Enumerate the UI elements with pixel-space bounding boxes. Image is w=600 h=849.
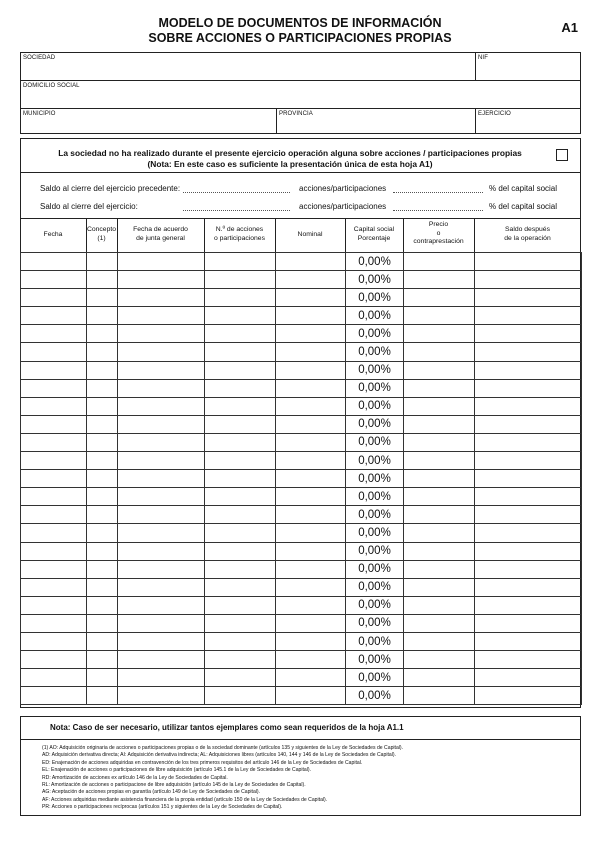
capital-percent-cell[interactable]: 0,00% <box>346 687 404 705</box>
capital-percent-cell[interactable]: 0,00% <box>346 488 404 506</box>
title-line-2: SOBRE ACCIONES O PARTICIPACIONES PROPIAS <box>148 31 452 45</box>
legend-line: (1) AO: Adquisición originaria de acciones o participaciones propias o de la sociedad dominante (artículos 135 y siguientes de la Ley de Sociedades de Capital). <box>42 745 404 751</box>
table-cell[interactable] <box>475 578 582 596</box>
capital-percent-cell[interactable]: 0,00% <box>346 524 404 542</box>
table-cell[interactable] <box>404 253 475 271</box>
capital-percent-cell[interactable]: 0,00% <box>346 542 404 560</box>
table-cell[interactable] <box>276 651 346 669</box>
table-cell[interactable] <box>475 524 582 542</box>
table-cell[interactable] <box>404 325 475 343</box>
table-cell[interactable] <box>404 433 475 451</box>
table-cell[interactable] <box>118 687 205 705</box>
table-cell[interactable] <box>276 415 346 433</box>
table-cell[interactable] <box>87 614 118 632</box>
capital-percent-cell[interactable]: 0,00% <box>346 415 404 433</box>
header-saldo-despues: Saldo después de la operación <box>504 226 551 242</box>
table-cell[interactable] <box>118 433 205 451</box>
table-cell[interactable] <box>118 415 205 433</box>
table-cell[interactable] <box>475 325 582 343</box>
table-cell[interactable] <box>404 379 475 397</box>
table-cell[interactable] <box>118 506 205 524</box>
table-row <box>21 325 582 343</box>
table-cell[interactable] <box>87 506 118 524</box>
table-cell[interactable] <box>475 271 582 289</box>
table-cell[interactable] <box>21 307 87 325</box>
table-cell[interactable] <box>21 470 87 488</box>
table-cell[interactable] <box>276 614 346 632</box>
header-concepto: Concepto (1) <box>86 226 117 242</box>
table-cell[interactable] <box>205 253 276 271</box>
table-row <box>21 452 582 470</box>
table-cell[interactable] <box>404 596 475 614</box>
table-cell[interactable] <box>475 397 582 415</box>
table-cell[interactable] <box>205 614 276 632</box>
table-cell[interactable] <box>205 415 276 433</box>
table-cell[interactable] <box>118 488 205 506</box>
table-cell[interactable] <box>404 289 475 307</box>
table-cell[interactable] <box>87 271 118 289</box>
table-cell[interactable] <box>21 433 87 451</box>
table-cell[interactable] <box>205 379 276 397</box>
table-cell[interactable] <box>205 669 276 687</box>
table-cell[interactable] <box>118 343 205 361</box>
table-cell[interactable] <box>87 415 118 433</box>
table-cell[interactable] <box>205 433 276 451</box>
notice-line-1: La sociedad no ha realizado durante el presente ejercicio operación alguna sobre acciones / participaciones propias <box>58 148 522 158</box>
table-cell[interactable] <box>205 488 276 506</box>
table-row <box>21 307 582 325</box>
table-row <box>21 596 582 614</box>
table-row <box>21 433 582 451</box>
capital-percent-cell[interactable]: 0,00% <box>346 596 404 614</box>
table-cell[interactable] <box>475 651 582 669</box>
table-cell[interactable] <box>475 669 582 687</box>
table-cell[interactable] <box>118 632 205 650</box>
capital-percent-cell[interactable]: 0,00% <box>346 325 404 343</box>
table-cell[interactable] <box>276 289 346 307</box>
legend-line: PR: Acciones o participaciones recíprocas (artículos 151 y siguientes de la Ley de Sociedades de Capital). <box>42 804 283 811</box>
legend-line: RD: Amortización de acciones ex artículo 146 de la Ley de Sociedades de Capital. <box>42 774 228 781</box>
sociedad-field[interactable]: SOCIEDAD <box>23 55 56 61</box>
table-cell[interactable] <box>205 560 276 578</box>
table-cell[interactable] <box>87 343 118 361</box>
table-cell[interactable] <box>118 325 205 343</box>
table-cell[interactable] <box>404 560 475 578</box>
table-row <box>21 488 582 506</box>
table-cell[interactable] <box>87 253 118 271</box>
table-cell[interactable] <box>475 452 582 470</box>
provincia-field[interactable]: PROVINCIA <box>279 111 313 117</box>
table-cell[interactable] <box>276 433 346 451</box>
header-capital-social: Capital social Porcentaje <box>353 226 395 242</box>
header-precio: Precio o contraprestación <box>413 221 464 245</box>
table-row <box>21 651 582 669</box>
table-row <box>21 669 582 687</box>
table-cell[interactable] <box>205 289 276 307</box>
table-cell[interactable] <box>276 325 346 343</box>
table-cell[interactable] <box>475 307 582 325</box>
table-cell[interactable] <box>205 307 276 325</box>
header-nominal: Nominal <box>297 231 323 238</box>
capital-percent-cell[interactable]: 0,00% <box>346 651 404 669</box>
table-row <box>21 506 582 524</box>
table-cell[interactable] <box>21 669 87 687</box>
table-row <box>21 470 582 488</box>
table-cell[interactable] <box>21 578 87 596</box>
municipio-field[interactable]: MUNICIPIO <box>23 111 56 117</box>
table-cell[interactable] <box>475 488 582 506</box>
table-row <box>21 687 582 705</box>
table-cell[interactable] <box>276 632 346 650</box>
table-cell[interactable] <box>87 289 118 307</box>
capital-percent-cell[interactable]: 0,00% <box>346 506 404 524</box>
table-cell[interactable] <box>475 632 582 650</box>
table-cell[interactable] <box>404 687 475 705</box>
table-cell[interactable] <box>21 415 87 433</box>
table-cell[interactable] <box>21 687 87 705</box>
table-cell[interactable] <box>475 343 582 361</box>
table-cell[interactable] <box>475 687 582 705</box>
table-cell[interactable] <box>276 687 346 705</box>
table-cell[interactable] <box>118 669 205 687</box>
table-cell[interactable] <box>118 651 205 669</box>
table-cell[interactable] <box>87 687 118 705</box>
table-cell[interactable] <box>276 578 346 596</box>
table-cell[interactable] <box>21 632 87 650</box>
table-cell[interactable] <box>475 614 582 632</box>
table-cell[interactable] <box>21 506 87 524</box>
table-cell[interactable] <box>87 542 118 560</box>
table-cell[interactable] <box>404 524 475 542</box>
table-cell[interactable] <box>205 651 276 669</box>
table-cell[interactable] <box>276 271 346 289</box>
table-cell[interactable] <box>404 669 475 687</box>
capital-percent-cell[interactable]: 0,00% <box>346 470 404 488</box>
table-cell[interactable] <box>404 452 475 470</box>
table-cell[interactable] <box>21 488 87 506</box>
header-fecha: Fecha <box>43 231 63 238</box>
table-cell[interactable] <box>404 632 475 650</box>
table-row <box>21 632 582 650</box>
table-cell[interactable] <box>276 253 346 271</box>
table-row <box>21 253 582 271</box>
capital-percent-cell[interactable]: 0,00% <box>346 632 404 650</box>
header-fecha-acuerdo: Fecha de acuerdo de junta general <box>133 226 188 242</box>
table-cell[interactable] <box>475 415 582 433</box>
table-cell[interactable] <box>21 596 87 614</box>
table-cell[interactable] <box>276 397 346 415</box>
table-cell[interactable] <box>87 361 118 379</box>
table-cell[interactable] <box>205 470 276 488</box>
table-cell[interactable] <box>475 361 582 379</box>
table-cell[interactable] <box>276 452 346 470</box>
table-cell[interactable] <box>276 524 346 542</box>
table-cell[interactable] <box>205 578 276 596</box>
capital-label-1: % del capital social <box>489 184 558 193</box>
capital-percent-cell[interactable]: 0,00% <box>346 307 404 325</box>
table-cell[interactable] <box>276 488 346 506</box>
concept-legend <box>42 745 572 812</box>
table-cell[interactable] <box>118 596 205 614</box>
table-cell[interactable] <box>21 271 87 289</box>
table-cell[interactable] <box>205 687 276 705</box>
table-cell[interactable] <box>475 289 582 307</box>
table-cell[interactable] <box>475 470 582 488</box>
table-cell[interactable] <box>87 379 118 397</box>
table-cell[interactable] <box>404 415 475 433</box>
capital-percent-cell[interactable]: 0,00% <box>346 614 404 632</box>
table-cell[interactable] <box>87 488 118 506</box>
table-cell[interactable] <box>205 271 276 289</box>
table-cell[interactable] <box>118 253 205 271</box>
legend-line: AF: Acciones adquiridas mediante asistencia financiera de la propia entidad (artículo 150 de la Ley de Sociedades de Capital). <box>42 796 328 803</box>
table-cell[interactable] <box>205 596 276 614</box>
table-row <box>21 271 582 289</box>
table-cell[interactable] <box>276 307 346 325</box>
table-cell[interactable] <box>87 452 118 470</box>
table-cell[interactable] <box>276 470 346 488</box>
table-cell[interactable] <box>87 596 118 614</box>
capital-percent-cell[interactable]: 0,00% <box>346 397 404 415</box>
table-row <box>21 614 582 632</box>
table-cell[interactable] <box>118 379 205 397</box>
capital-percent-cell[interactable]: 0,00% <box>346 578 404 596</box>
table-cell[interactable] <box>21 361 87 379</box>
no-operations-checkbox[interactable] <box>556 149 568 161</box>
table-cell[interactable] <box>21 452 87 470</box>
capital-percent-cell[interactable]: 0,00% <box>346 343 404 361</box>
capital-percent-cell[interactable]: 0,00% <box>346 669 404 687</box>
table-cell[interactable] <box>404 343 475 361</box>
table-cell[interactable] <box>87 578 118 596</box>
table-row <box>21 379 582 397</box>
table-cell[interactable] <box>404 470 475 488</box>
table-cell[interactable] <box>205 397 276 415</box>
table-cell[interactable] <box>118 397 205 415</box>
legend-line: AG: Aceptación de acciones propias en garantía (artículo 149 de Ley de Sociedades de Capital). <box>42 789 261 796</box>
notice-line-2: (Nota: En este caso es suficiente la presentación única de esta hoja A1) <box>147 159 433 169</box>
table-cell[interactable] <box>21 325 87 343</box>
table-cell[interactable] <box>87 560 118 578</box>
capital-label-2: % del capital social <box>489 202 558 211</box>
acciones-label-2: acciones/participaciones <box>299 202 387 211</box>
capital-percent-cell[interactable]: 0,00% <box>346 253 404 271</box>
legend-line: AD: Adquisición derivativa directa; AI: Adquisición derivativa indirecta; AL: Adquisiciones libres (artículos 140, 144 y 146 de la Ley de Sociedades de Capital). <box>42 752 396 759</box>
table-cell[interactable] <box>118 307 205 325</box>
table-cell[interactable] <box>404 614 475 632</box>
table-cell[interactable] <box>87 669 118 687</box>
legend-line: RL: Amortización de acciones o participacione de libre adquisición (artículo 145 de la Ley de Sociedades de Capital). <box>42 782 306 789</box>
table-cell[interactable] <box>205 343 276 361</box>
table-cell[interactable] <box>87 307 118 325</box>
table-cell[interactable] <box>404 506 475 524</box>
capital-percent-cell[interactable]: 0,00% <box>346 452 404 470</box>
table-cell[interactable] <box>21 397 87 415</box>
title-line-1: MODELO DE DOCUMENTOS DE INFORMACIÓN <box>158 16 442 30</box>
table-cell[interactable] <box>475 506 582 524</box>
capital-percent-cell[interactable]: 0,00% <box>346 289 404 307</box>
table-cell[interactable] <box>475 596 582 614</box>
table-cell[interactable] <box>21 560 87 578</box>
table-cell[interactable] <box>205 632 276 650</box>
table-cell[interactable] <box>205 542 276 560</box>
table-cell[interactable] <box>87 325 118 343</box>
table-cell[interactable] <box>404 361 475 379</box>
table-cell[interactable] <box>276 542 346 560</box>
table-cell[interactable] <box>205 325 276 343</box>
table-cell[interactable] <box>475 433 582 451</box>
table-cell[interactable] <box>404 651 475 669</box>
table-cell[interactable] <box>475 560 582 578</box>
legend-line: EL: Enajenación de acciones o participaciones de libre adquisición (artículo 145.1 de la Ley de Sociedades de Capital). <box>42 767 312 774</box>
operations-table <box>20 252 582 705</box>
capital-percent-cell[interactable]: 0,00% <box>346 433 404 451</box>
table-cell[interactable] <box>276 379 346 397</box>
table-cell[interactable] <box>404 578 475 596</box>
ejercicio-field[interactable]: EJERCICIO <box>478 111 511 117</box>
table-cell[interactable] <box>475 542 582 560</box>
table-cell[interactable] <box>205 361 276 379</box>
saldo-cierre-input[interactable] <box>183 210 290 211</box>
table-cell[interactable] <box>87 433 118 451</box>
table-cell[interactable] <box>87 524 118 542</box>
table-row <box>21 578 582 596</box>
capital-percent-cell[interactable]: 0,00% <box>346 379 404 397</box>
table-cell[interactable] <box>404 488 475 506</box>
no-operations-notice <box>30 148 550 170</box>
table-cell[interactable] <box>118 524 205 542</box>
table-cell[interactable] <box>404 397 475 415</box>
capital-percent-cell[interactable]: 0,00% <box>346 361 404 379</box>
table-cell[interactable] <box>205 506 276 524</box>
table-cell[interactable] <box>87 470 118 488</box>
table-cell[interactable] <box>87 397 118 415</box>
saldo-precedente-input[interactable] <box>183 192 290 193</box>
capital-percent-cell[interactable]: 0,00% <box>346 560 404 578</box>
table-cell[interactable] <box>205 524 276 542</box>
table-cell[interactable] <box>21 524 87 542</box>
table-cell[interactable] <box>276 560 346 578</box>
table-cell[interactable] <box>276 596 346 614</box>
table-cell[interactable] <box>87 632 118 650</box>
table-row <box>21 415 582 433</box>
footer-note: Nota: Caso de ser necesario, utilizar tantos ejemplares como sean requeridos de la hoja A1.1 <box>50 723 404 732</box>
saldo-cierre-label: Saldo al cierre del ejercicio: <box>40 202 138 211</box>
table-cell[interactable] <box>118 470 205 488</box>
table-cell[interactable] <box>404 307 475 325</box>
table-cell[interactable] <box>118 452 205 470</box>
form-code: A1 <box>561 20 578 35</box>
table-cell[interactable] <box>118 289 205 307</box>
table-cell[interactable] <box>118 560 205 578</box>
table-cell[interactable] <box>21 343 87 361</box>
table-cell[interactable] <box>21 289 87 307</box>
table-row <box>21 361 582 379</box>
table-cell[interactable] <box>276 343 346 361</box>
table-cell[interactable] <box>404 542 475 560</box>
table-row <box>21 343 582 361</box>
porcentaje-cierre-input[interactable] <box>393 210 483 211</box>
identification-block <box>20 52 581 134</box>
table-cell[interactable] <box>87 651 118 669</box>
table-row <box>21 524 582 542</box>
table-row <box>21 397 582 415</box>
table-cell[interactable] <box>276 506 346 524</box>
table-cell[interactable] <box>475 253 582 271</box>
table-cell[interactable] <box>21 253 87 271</box>
table-row <box>21 289 582 307</box>
table-cell[interactable] <box>404 271 475 289</box>
form-title <box>110 16 490 46</box>
header-num-acciones: N.º de acciones o participaciones <box>213 226 265 242</box>
table-cell[interactable] <box>118 614 205 632</box>
table-cell[interactable] <box>276 669 346 687</box>
capital-percent-cell[interactable]: 0,00% <box>346 271 404 289</box>
table-cell[interactable] <box>118 542 205 560</box>
table-cell[interactable] <box>118 578 205 596</box>
porcentaje-precedente-input[interactable] <box>393 192 483 193</box>
acciones-label-1: acciones/participaciones <box>299 184 387 193</box>
table-cell[interactable] <box>118 361 205 379</box>
table-cell[interactable] <box>21 614 87 632</box>
table-cell[interactable] <box>21 542 87 560</box>
domicilio-field[interactable]: DOMICILIO SOCIAL <box>23 83 80 89</box>
table-cell[interactable] <box>21 651 87 669</box>
table-row <box>21 542 582 560</box>
legend-line: ED: Enajenación de acciones adquiridas en contravención de los tres primeros requisitos del artículo 146 de la Ley de Sociedades de Capital. <box>42 759 363 766</box>
nif-field[interactable]: NIF <box>478 55 488 61</box>
table-row <box>21 560 582 578</box>
table-cell[interactable] <box>118 271 205 289</box>
table-cell[interactable] <box>205 452 276 470</box>
table-cell[interactable] <box>475 379 582 397</box>
table-cell[interactable] <box>276 361 346 379</box>
saldo-precedente-label: Saldo al cierre del ejercicio precedente: <box>40 184 181 193</box>
table-cell[interactable] <box>21 379 87 397</box>
